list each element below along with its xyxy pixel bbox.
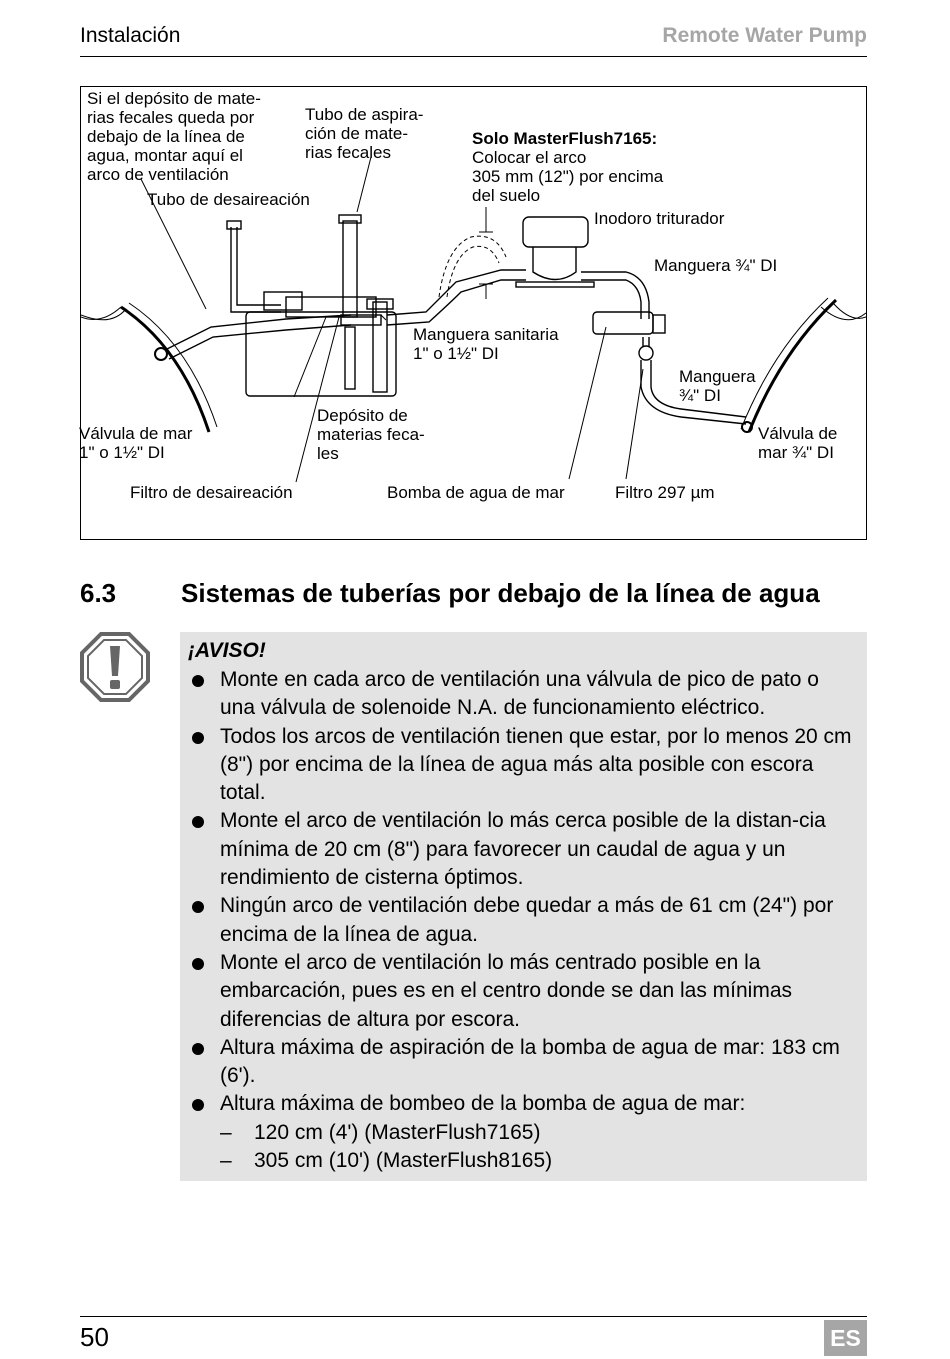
header-section: Instalación <box>80 24 181 47</box>
label-sanitary-hose: Manguera sanitaria 1" o 1½" DI <box>413 325 559 363</box>
bullet-icon <box>192 1043 204 1055</box>
notice-item: Monte en cada arco de ventilación una válvula de pico de pato o una válvula de solenoide N.A. de funcionamiento eléctrico. <box>180 666 867 723</box>
label-arc-note: Colocar el arco 305 mm (12") por encima del suelo <box>472 148 664 205</box>
notice-item: Altura máxima de bombeo de la bomba de agua de mar: <box>180 1090 867 1118</box>
bullet-icon <box>192 732 204 744</box>
label-vent-filter: Filtro de desaireación <box>130 483 293 502</box>
notice-sub-item: – 305 cm (10') (MasterFlush8165) <box>220 1149 553 1173</box>
label-vent-tube: Tubo de desaireación <box>147 190 310 209</box>
notice-sub-item: – 120 cm (4') (MasterFlush7165) <box>220 1120 541 1144</box>
label-hose-top: Manguera ¾" DI <box>654 256 778 275</box>
header-divider <box>80 56 867 57</box>
bullet-icon <box>192 675 204 687</box>
page-number: 50 <box>80 1322 109 1352</box>
label-pump: Bomba de agua de mar <box>387 483 565 502</box>
bullet-icon <box>192 1099 204 1111</box>
footer-divider <box>80 1316 867 1317</box>
notice-list <box>180 666 867 1175</box>
label-only-model: Solo MasterFlush7165: <box>472 129 658 148</box>
notice-item: Todos los arcos de ventilación tienen que estar, por lo menos 20 cm (8") por encima de la línea de agua más alta posible con escora total. <box>180 723 867 808</box>
bullet-icon <box>192 901 204 913</box>
section-title: Sistemas de tuberías por debajo de la línea de agua <box>181 578 820 608</box>
header-product: Remote Water Pump <box>662 24 867 47</box>
notice-item: Monte el arco de ventilación lo más cerca posible de la distan-cia mínima de 20 cm (8") para favorecer un caudal de agua y un rendimiento de cisterna óptimos. <box>180 807 867 892</box>
section-number: 6.3 <box>80 578 117 608</box>
language-badge: ES <box>824 1320 867 1356</box>
label-hose-side: Manguera ¾" DI <box>679 367 756 405</box>
label-seacock-left: Válvula de mar 1" o 1½" DI <box>79 424 193 462</box>
notice-heading: ¡AVISO! <box>188 639 266 662</box>
notice-box <box>180 632 867 1181</box>
label-tank: Depósito de materias feca- les <box>317 406 425 463</box>
bullet-icon <box>192 958 204 970</box>
notice-item: Altura máxima de aspiración de la bomba de agua de mar: 183 cm (6'). <box>180 1034 867 1091</box>
label-seacock-right: Válvula de mar ¾" DI <box>758 424 838 462</box>
label-toilet: Inodoro triturador <box>594 209 725 228</box>
notice-item: Monte el arco de ventilación lo más centrado posible en la embarcación, pues es en el centro donde se dan las mínimas diferencias de altura por escora. <box>180 949 867 1034</box>
label-filter: Filtro 297 µm <box>615 483 715 502</box>
label-vent-note: Si el depósito de mate- rias fecales queda por debajo de la línea de agua, montar aquí el arco de ventilación <box>87 89 261 184</box>
warning-icon <box>80 632 150 702</box>
bullet-icon <box>192 816 204 828</box>
label-suction-tube: Tubo de aspira- ción de mate- rias fecales <box>305 105 424 162</box>
installation-diagram <box>80 86 867 540</box>
notice-item: Ningún arco de ventilación debe quedar a más de 61 cm (24") por encima de la línea de agua. <box>180 892 867 949</box>
